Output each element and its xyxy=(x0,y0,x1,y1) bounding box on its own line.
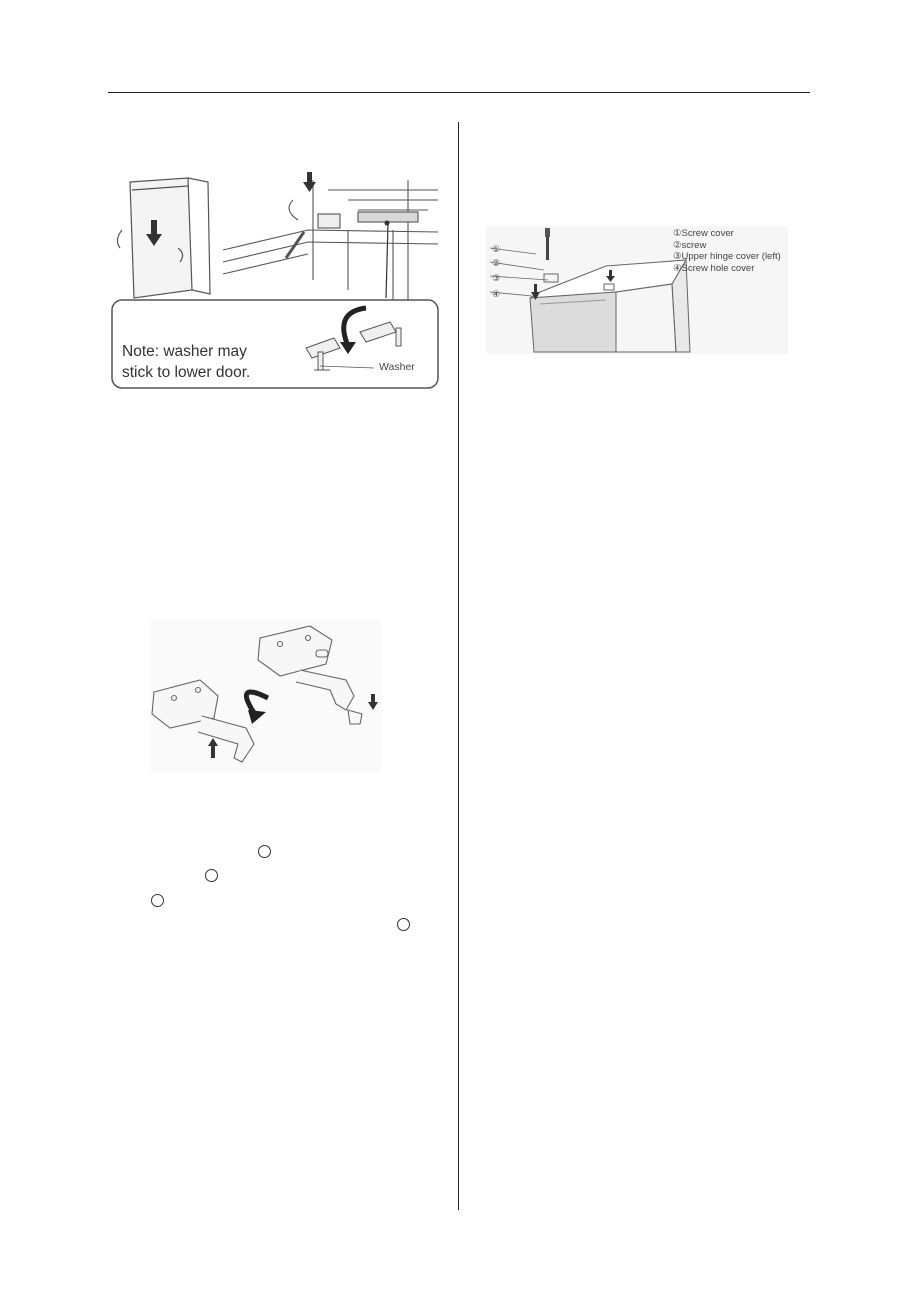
callout-3: ③ xyxy=(492,274,501,284)
legend-item: ④Screw hole cover xyxy=(673,262,755,274)
callout-4: ④ xyxy=(492,290,501,300)
column-divider xyxy=(458,122,459,1210)
legend-item: ②screw xyxy=(673,239,707,251)
step-marker-circle xyxy=(258,845,271,858)
header-rule xyxy=(108,92,810,93)
washer-label: Washer xyxy=(379,361,415,373)
legend-item: ①Screw cover xyxy=(673,228,734,239)
hinge-swap-illustration xyxy=(150,620,382,772)
callout-2: ② xyxy=(492,259,501,269)
washer-note: Note: washer may stick to lower door. xyxy=(122,343,251,381)
step-marker-circle xyxy=(397,918,410,931)
legend-item: ③Upper hinge cover (left) xyxy=(673,251,781,262)
step-marker-circle xyxy=(151,894,164,907)
callout-1: ① xyxy=(492,245,501,255)
step-marker-circle xyxy=(205,869,218,882)
press-down-arrow-icon xyxy=(303,172,316,192)
parts-legend xyxy=(673,228,781,274)
